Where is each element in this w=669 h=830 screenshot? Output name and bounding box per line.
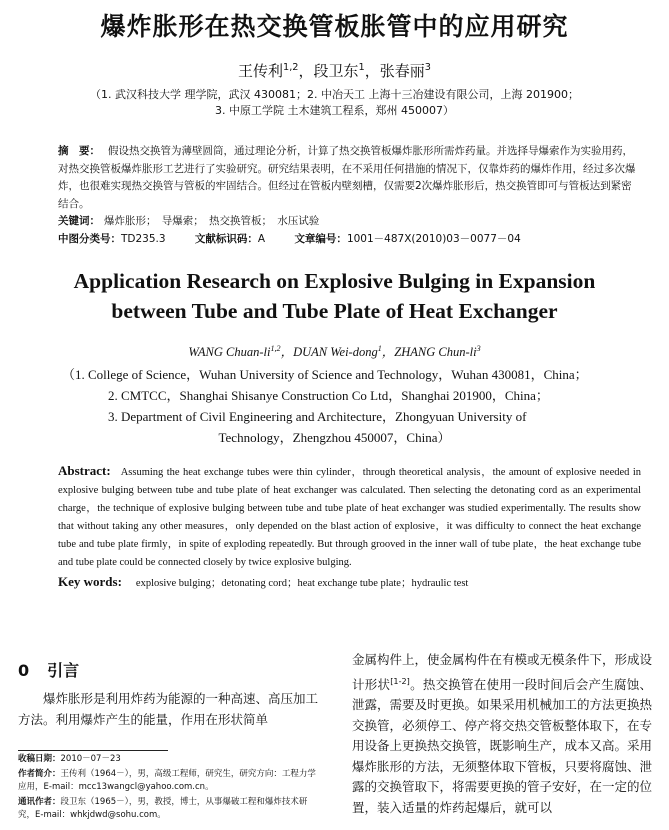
right-para-part-b: 。热交换管在使用一段时间后会产生腐蚀、泄露，需要及时更换。如果采用机械加工的方法更换热交换管，必须停工、停产将交热交管板整体取下，在专用设备上更换热交换管，既影响生产，成本又高。采用爆炸胀形的方法，无须整体取下管板，只要将腐蚀、泄露的交换管取下，将需要更换的管子安好，在一定的位置，装入适量的炸药起爆后，就可以 [352,676,653,815]
chinese-affiliations [18,87,651,119]
en-title-line-2: between Tube and Tube Plate of Heat Exchanger [111,299,558,323]
cn-keywords-text: 爆炸胀形； 导爆索； 热交换管板； 水压试验 [104,215,320,227]
author-1-sup: 1,2 [283,62,299,73]
en-affil-line-2: 2. CMTCC，Shanghai Shisanye Construction Co Ltd，Shanghai 201900，China； [108,388,549,403]
cn-abstract-label: 摘 要： [58,145,100,157]
en-abstract-label: Abstract: [58,463,111,478]
english-keywords [58,574,641,590]
english-authors: WANG Chuan-li$^{1,2}$，DUAN Wei-dong$^1$，ZHANG Chun-$li^3$ [188,343,481,359]
cn-abstract-text: 假设热交换管为薄壁圆筒，通过理论分析，计算了热交换管板爆炸胀形所需炸药量。并选择导爆索作为实验用药，对热交换管板爆炸胀形工艺进行了实验研究。研究结果表明，在不采用任何措施的情况下，仅靠炸药的爆炸作用，经过多次爆炸，也很难实现热交换管与管板的牢固结合。但经过在管板内壁刻槽，仅需要2次爆炸胀形后，热交换管即可与管板达到紧密结合。 [58,145,636,210]
right-column [352,650,652,818]
author-2-sup: 1 [358,62,365,73]
footnote-received [18,753,318,766]
cn-keywords-label: 关键词： [58,215,100,227]
en-affil-line-4: Technology，Zhengzhou 450007，China） [218,430,451,445]
section-heading [18,658,318,681]
intro-paragraph-left: 爆炸胀形是利用炸药为能源的一种高速、高压加工方法。利用爆炸产生的能量，作用在形状简单 [18,691,319,727]
author-3-en: ZHANG Chun-li [394,345,477,359]
author-2-en-sup: 1 [377,343,382,353]
section-number: 0 [18,661,30,680]
chinese-abstract [58,143,641,213]
article-value: 1001－487X(2010)03－0077－04 [346,232,521,245]
cn-affil-line-1: （1. 武汉科技大学 理学院，武汉 430081；2. 中冶天工 上海十三冶建设有限公司，上海 201900； [90,88,579,101]
citation: [1-2] [390,675,410,686]
corr-text: 段卫东（1965－），男，教授，博士，从事爆破工程和爆炸技术研究，E-mail：whkjdwd@sohu.com。 [18,797,308,820]
received-date: 2010－07－23 [60,754,121,764]
author-3-en-sup: 3 [476,343,481,353]
author-1-cn: 王传利 [237,62,283,80]
left-column [18,650,318,822]
footnote-corresponding [18,796,318,822]
article-label: 文章编号： [294,232,347,245]
classification-line [58,231,641,249]
bio-label: 作者简介： [18,769,61,779]
section-title: 引言 [47,661,80,680]
doc-label: 文献标识码： [194,232,258,245]
en-affil-line-3: 3. Department of Civil Engineering and Architecture，Zhongyuan University of [108,409,527,424]
en-keywords-label: Key words: [58,574,122,589]
doc-value: A [257,232,266,245]
bio-text: 王传利（1964－），男，高级工程师，研究生，研究方向：工程力学应用，E-mail：mcc13wangcl@yahoo.com.cn。 [18,769,316,792]
footnote-bio [18,768,318,794]
clc-label: 中图分类号： [58,232,121,245]
en-affil-line-1: （1. College of Science，Wuhan University of Science and Technology，Wuhan 430081，China； [62,367,588,382]
cn-affil-line-2: 3. 中原工学院 土木建筑工程系，郑州 450007） [215,104,454,117]
corr-label: 通讯作者： [18,797,61,807]
author-1-en: WANG Chuan-li [188,345,271,359]
en-keywords-text: explosive bulging；detonating cord；heat exchange tube plate；hydraulic test [135,578,469,589]
en-title-line-1: Application Research on Explosive Bulging in Expansion [73,269,596,293]
intro-paragraph-right [352,650,652,818]
author-2-cn: 段卫东 [313,62,359,80]
english-affiliations [18,364,651,448]
right-para-part-a: 金属构件上，使金属构件在有模或无模条件下，形成设计形状 [352,652,653,692]
author-1-en-sup: 1,2 [270,343,281,353]
author-2-en: DUAN Wei-dong [293,345,378,359]
chinese-authors: 王传利$^{1,2}$，段卫东$^1$，张春丽$^3$ [237,62,432,80]
chinese-keywords [58,213,641,231]
author-3-sup: 3 [424,62,432,73]
en-abstract-text: Assuming the heat exchange tubes were thin cylinder，through theoretical analysis，the amount of explosive needed in explosive bulging between tube and tube plate of heat exchanger was calculated. Then selecting the detonating cord as an experimental charge，the technique of explosive bulging between tube and tube plate of heat exchanger was studied experimentally. The results show that without taking any other measures，only depended on the blast action of explosive，it was difficulty to connect the heat exchange tube and tube plate firmly，in spite of exploding repeatedly. But through grooved in the inner wall of tube plate，the heat exchange tube and tube plate could be connected closely by twice explosive bulging. [58,467,641,568]
received-label: 收稿日期： [18,754,61,764]
footnote-rule [18,750,168,751]
clc-value: TD235.3 [121,232,166,245]
chinese-title: 爆炸胀形在热交换管板胀管中的应用研究 [100,12,569,41]
english-title [18,266,651,326]
english-abstract [58,462,641,572]
author-3-cn: 张春丽 [379,62,425,80]
